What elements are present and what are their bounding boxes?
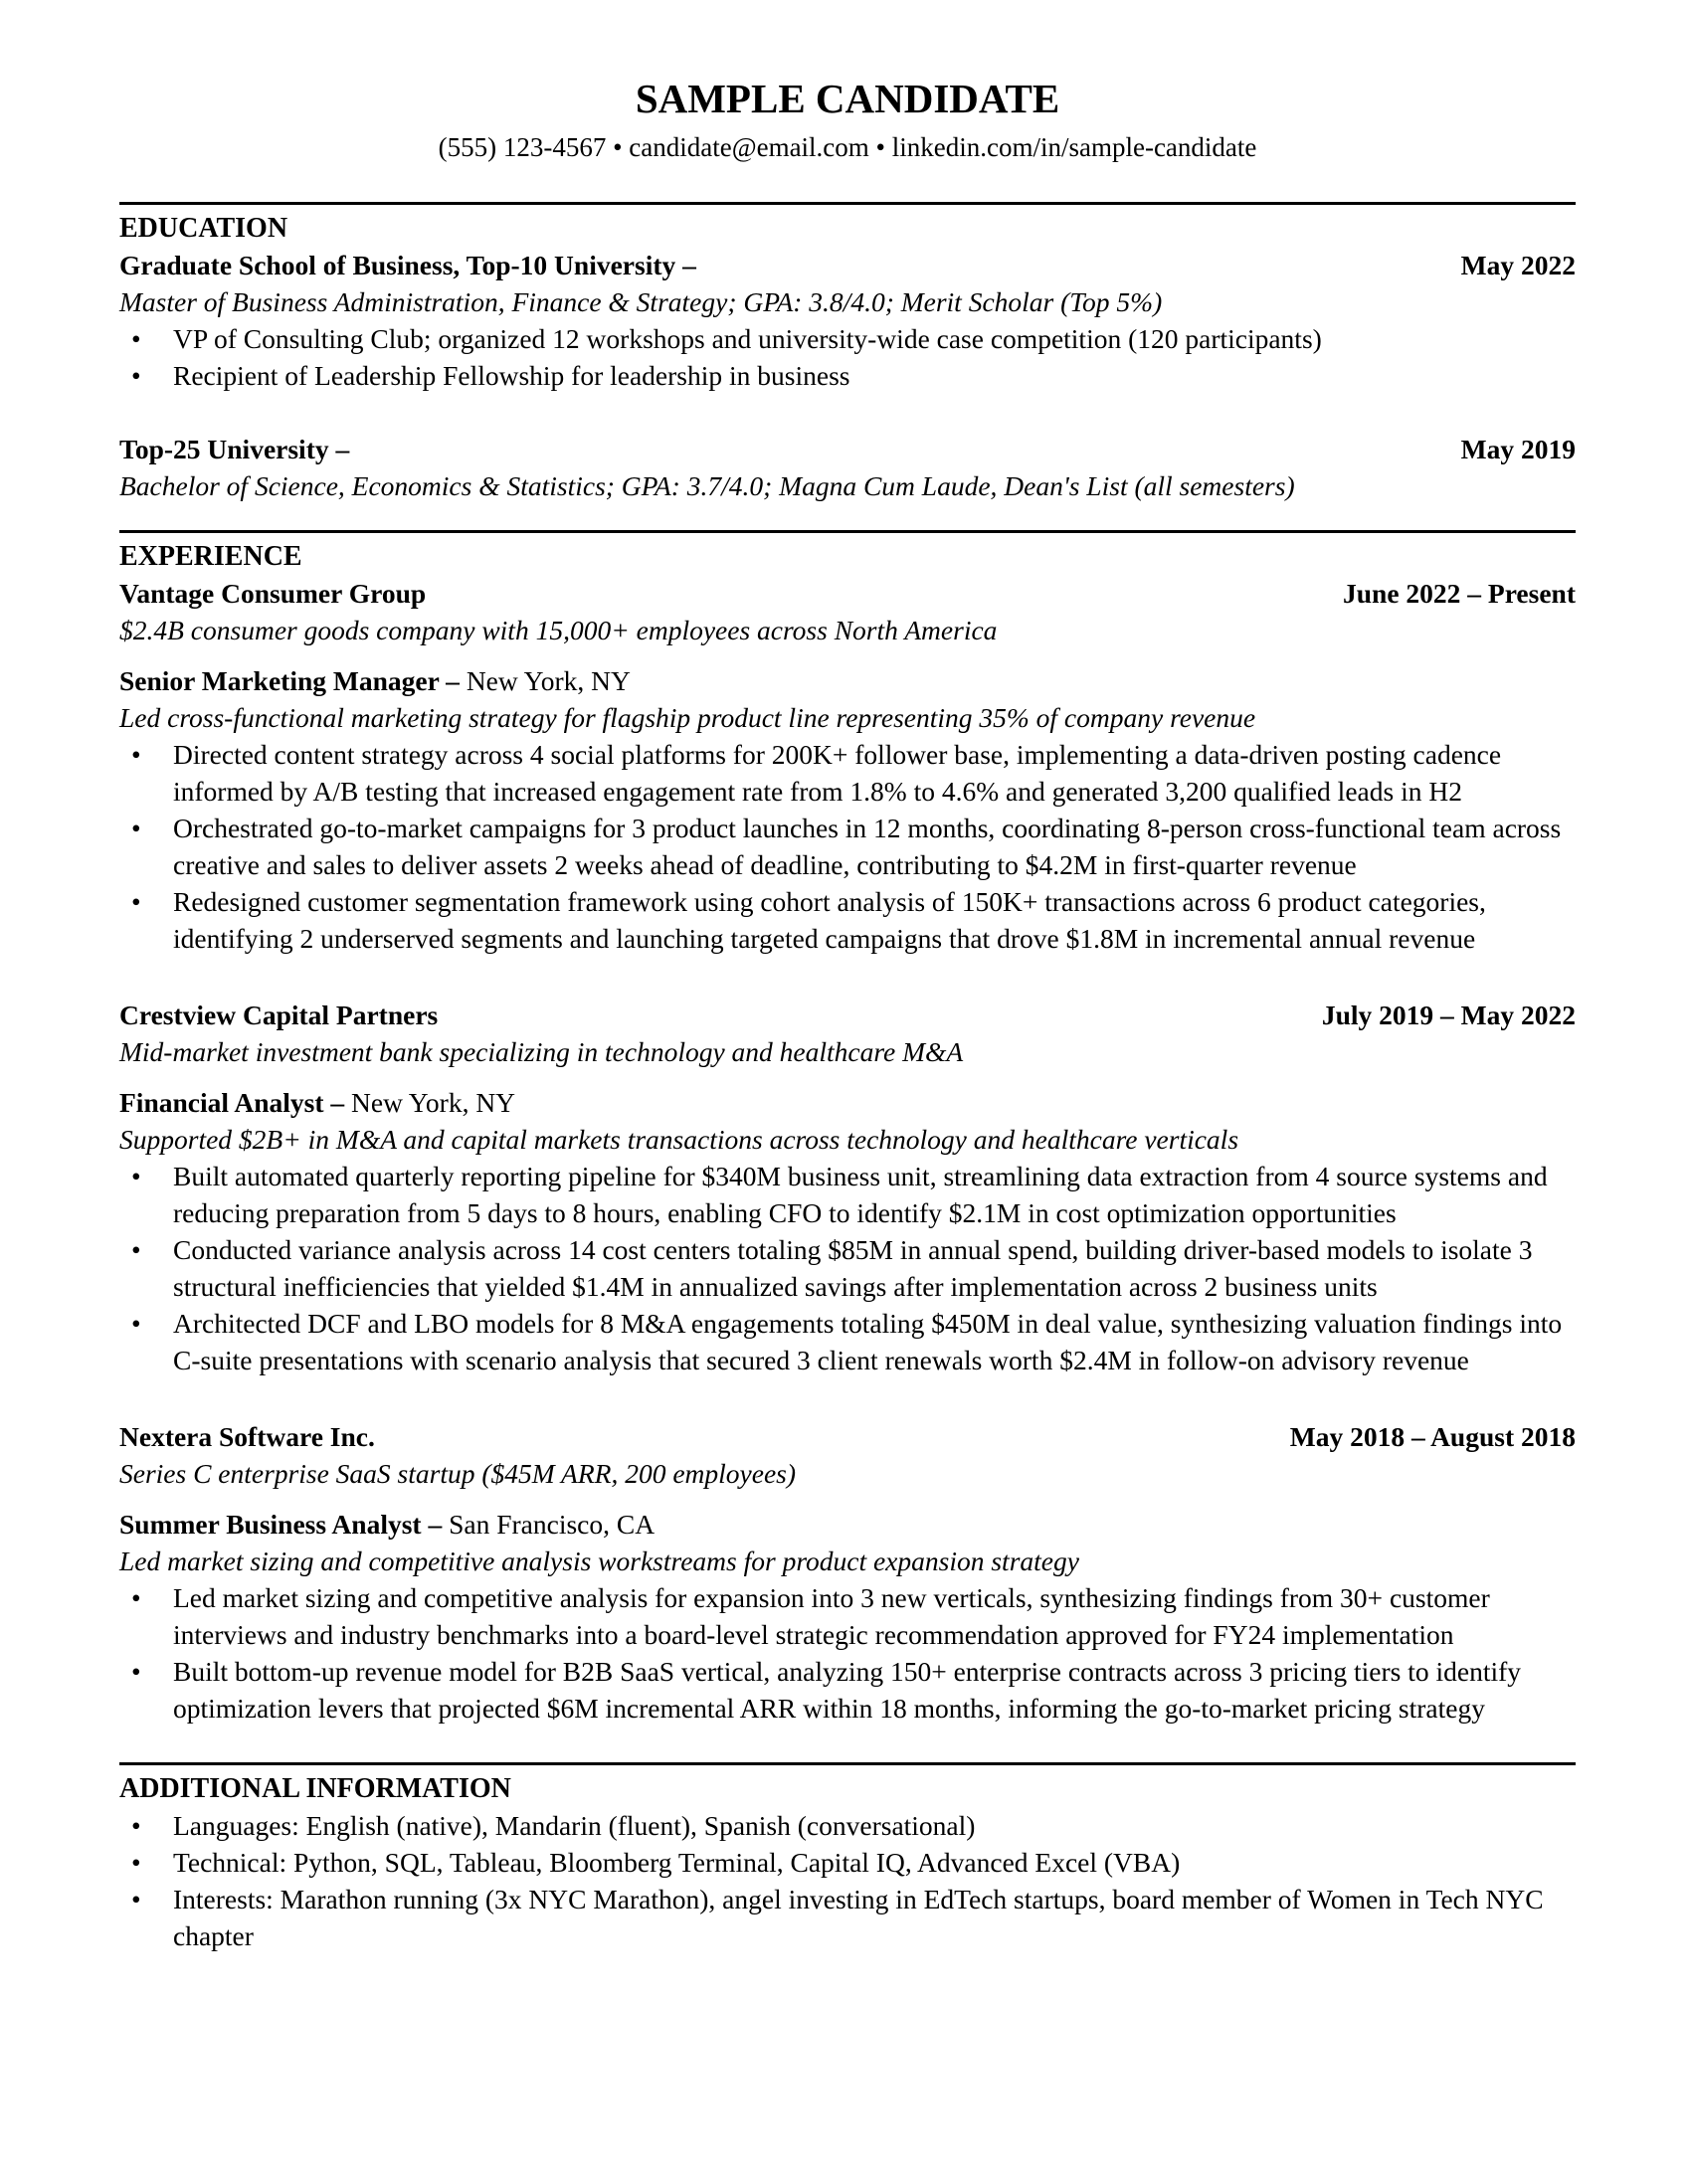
- bullet-item: • Recipient of Leadership Fellowship for leadership in business: [119, 357, 1576, 394]
- company-description: $2.4B consumer goods company with 15,000+ employees across North America: [119, 615, 998, 645]
- additional-heading: ADDITIONAL INFORMATION: [119, 1762, 1576, 1807]
- company-name: Crestview Capital Partners: [119, 1000, 439, 1030]
- job-title: Senior Marketing Manager –: [119, 665, 460, 696]
- company-header-row: [119, 997, 1576, 1033]
- section-additional-information: [119, 1762, 1576, 1954]
- role-bullet-list: [119, 736, 1576, 957]
- education-entry: [119, 247, 1576, 394]
- school-degree: Master of Business Administration, Finance & Strategy; GPA: 3.8/4.0; Merit Scholar (Top 5%): [119, 286, 1163, 317]
- bullet-item: • Redesigned customer segmentation framework using cohort analysis of 150K+ transactions across 6 product categories, identifying 2 underserved segments and launching targeted campaigns that drove $1.8M in incremental annual revenue: [119, 883, 1576, 957]
- additional-bullet-list: [119, 1807, 1576, 1954]
- bullet-item: • Architected DCF and LBO models for 8 M&A engagements totaling $450M in deal value, synthesizing valuation findings into C-suite presentations with scenario analysis that secured 3 client renewals worth $2.4M in follow-on advisory revenue: [119, 1305, 1576, 1378]
- company-name: Vantage Consumer Group: [119, 578, 427, 609]
- role-row: [119, 662, 1576, 699]
- role-summary: Supported $2B+ in M&A and capital markets transactions across technology and healthcare verticals: [119, 1124, 1239, 1155]
- school-bullet-list: [119, 320, 1576, 394]
- bullet-item: • Orchestrated go-to-market campaigns for 3 product launches in 12 months, coordinating 8-person cross-functional team across creative and sales to deliver assets 2 weeks ahead of deadline, contributing to $4.2M in first-quarter revenue: [119, 810, 1576, 883]
- company-description: Series C enterprise SaaS startup ($45M ARR, 200 employees): [119, 1458, 797, 1489]
- school-name: Top-25 University –: [119, 434, 350, 464]
- bullet-item: • Technical: Python, SQL, Tableau, Bloomberg Terminal, Capital IQ, Advanced Excel (VBA): [119, 1844, 1576, 1881]
- role-row: [119, 1084, 1576, 1121]
- job-location: San Francisco, CA: [449, 1509, 656, 1540]
- role-bullet-list: [119, 1579, 1576, 1727]
- role-summary: Led cross-functional marketing strategy for flagship product line representing 35% of company revenue: [119, 702, 1256, 733]
- bullet-item: • VP of Consulting Club; organized 12 workshops and university-wide case competition (120 participants): [119, 320, 1576, 357]
- school-date: May 2022: [1460, 250, 1576, 280]
- candidate-name: SAMPLE CANDIDATE: [635, 76, 1060, 121]
- company-date: July 2019 – May 2022: [1321, 1000, 1576, 1030]
- section-education: [119, 202, 1576, 504]
- job-title: Summer Business Analyst –: [119, 1509, 443, 1540]
- resume-header: [119, 76, 1576, 166]
- job-location: New York, NY: [466, 665, 631, 696]
- school-header-row: [119, 247, 1576, 283]
- school-header-row: [119, 431, 1576, 467]
- school-degree: Bachelor of Science, Economics & Statistics; GPA: 3.7/4.0; Magna Cum Laude, Dean's List (all semesters): [119, 470, 1295, 501]
- section-experience: [119, 530, 1576, 1727]
- job-location: New York, NY: [351, 1087, 516, 1118]
- experience-entry: [119, 575, 1576, 957]
- school-name: Graduate School of Business, Top-10 University –: [119, 250, 696, 280]
- role-summary: Led market sizing and competitive analysis workstreams for product expansion strategy: [119, 1546, 1079, 1576]
- role-row: [119, 1506, 1576, 1543]
- education-entry: [119, 431, 1576, 504]
- bullet-item: • Led market sizing and competitive analysis for expansion into 3 new verticals, synthesizing findings from 30+ customer interviews and industry benchmarks into a board-level strategic recommendation approved for FY24 implementation: [119, 1579, 1576, 1653]
- bullet-item: • Interests: Marathon running (3x NYC Marathon), angel investing in EdTech startups, board member of Women in Tech NYC chapter: [119, 1881, 1576, 1954]
- job-title: Financial Analyst –: [119, 1087, 345, 1118]
- bullet-item: • Directed content strategy across 4 social platforms for 200K+ follower base, implementing a data-driven posting cadence informed by A/B testing that increased engagement rate from 1.8% to 4.6% and generated 3,200 qualified leads in H2: [119, 736, 1576, 810]
- company-date: May 2018 – August 2018: [1289, 1421, 1576, 1452]
- company-header-row: [119, 575, 1576, 612]
- experience-entry: [119, 997, 1576, 1378]
- contact-line: (555) 123-4567 • candidate@email.com • linkedin.com/in/sample-candidate: [438, 132, 1257, 162]
- experience-entry: [119, 1418, 1576, 1727]
- bullet-item: • Built bottom-up revenue model for B2B SaaS vertical, analyzing 150+ enterprise contracts across 3 pricing tiers to identify optimization levers that projected $6M incremental ARR within 18 months, informing the go-to-market pricing strategy: [119, 1653, 1576, 1727]
- role-bullet-list: [119, 1158, 1576, 1378]
- school-date: May 2019: [1460, 434, 1576, 464]
- company-name: Nextera Software Inc.: [119, 1421, 375, 1452]
- bullet-item: • Conducted variance analysis across 14 cost centers totaling $85M in annual spend, building driver-based models to isolate 3 structural inefficiencies that yielded $1.4M in annualized savings after implementation across 2 business units: [119, 1231, 1576, 1305]
- company-description: Mid-market investment bank specializing in technology and healthcare M&A: [119, 1036, 964, 1067]
- experience-heading: EXPERIENCE: [119, 530, 1576, 575]
- company-date: June 2022 – Present: [1343, 578, 1576, 609]
- education-heading: EDUCATION: [119, 202, 1576, 247]
- company-header-row: [119, 1418, 1576, 1455]
- bullet-item: • Built automated quarterly reporting pipeline for $340M business unit, streamlining data extraction from 4 source systems and reducing preparation from 5 days to 8 hours, enabling CFO to identify $2.1M in cost optimization opportunities: [119, 1158, 1576, 1231]
- bullet-item: • Languages: English (native), Mandarin (fluent), Spanish (conversational): [119, 1807, 1576, 1844]
